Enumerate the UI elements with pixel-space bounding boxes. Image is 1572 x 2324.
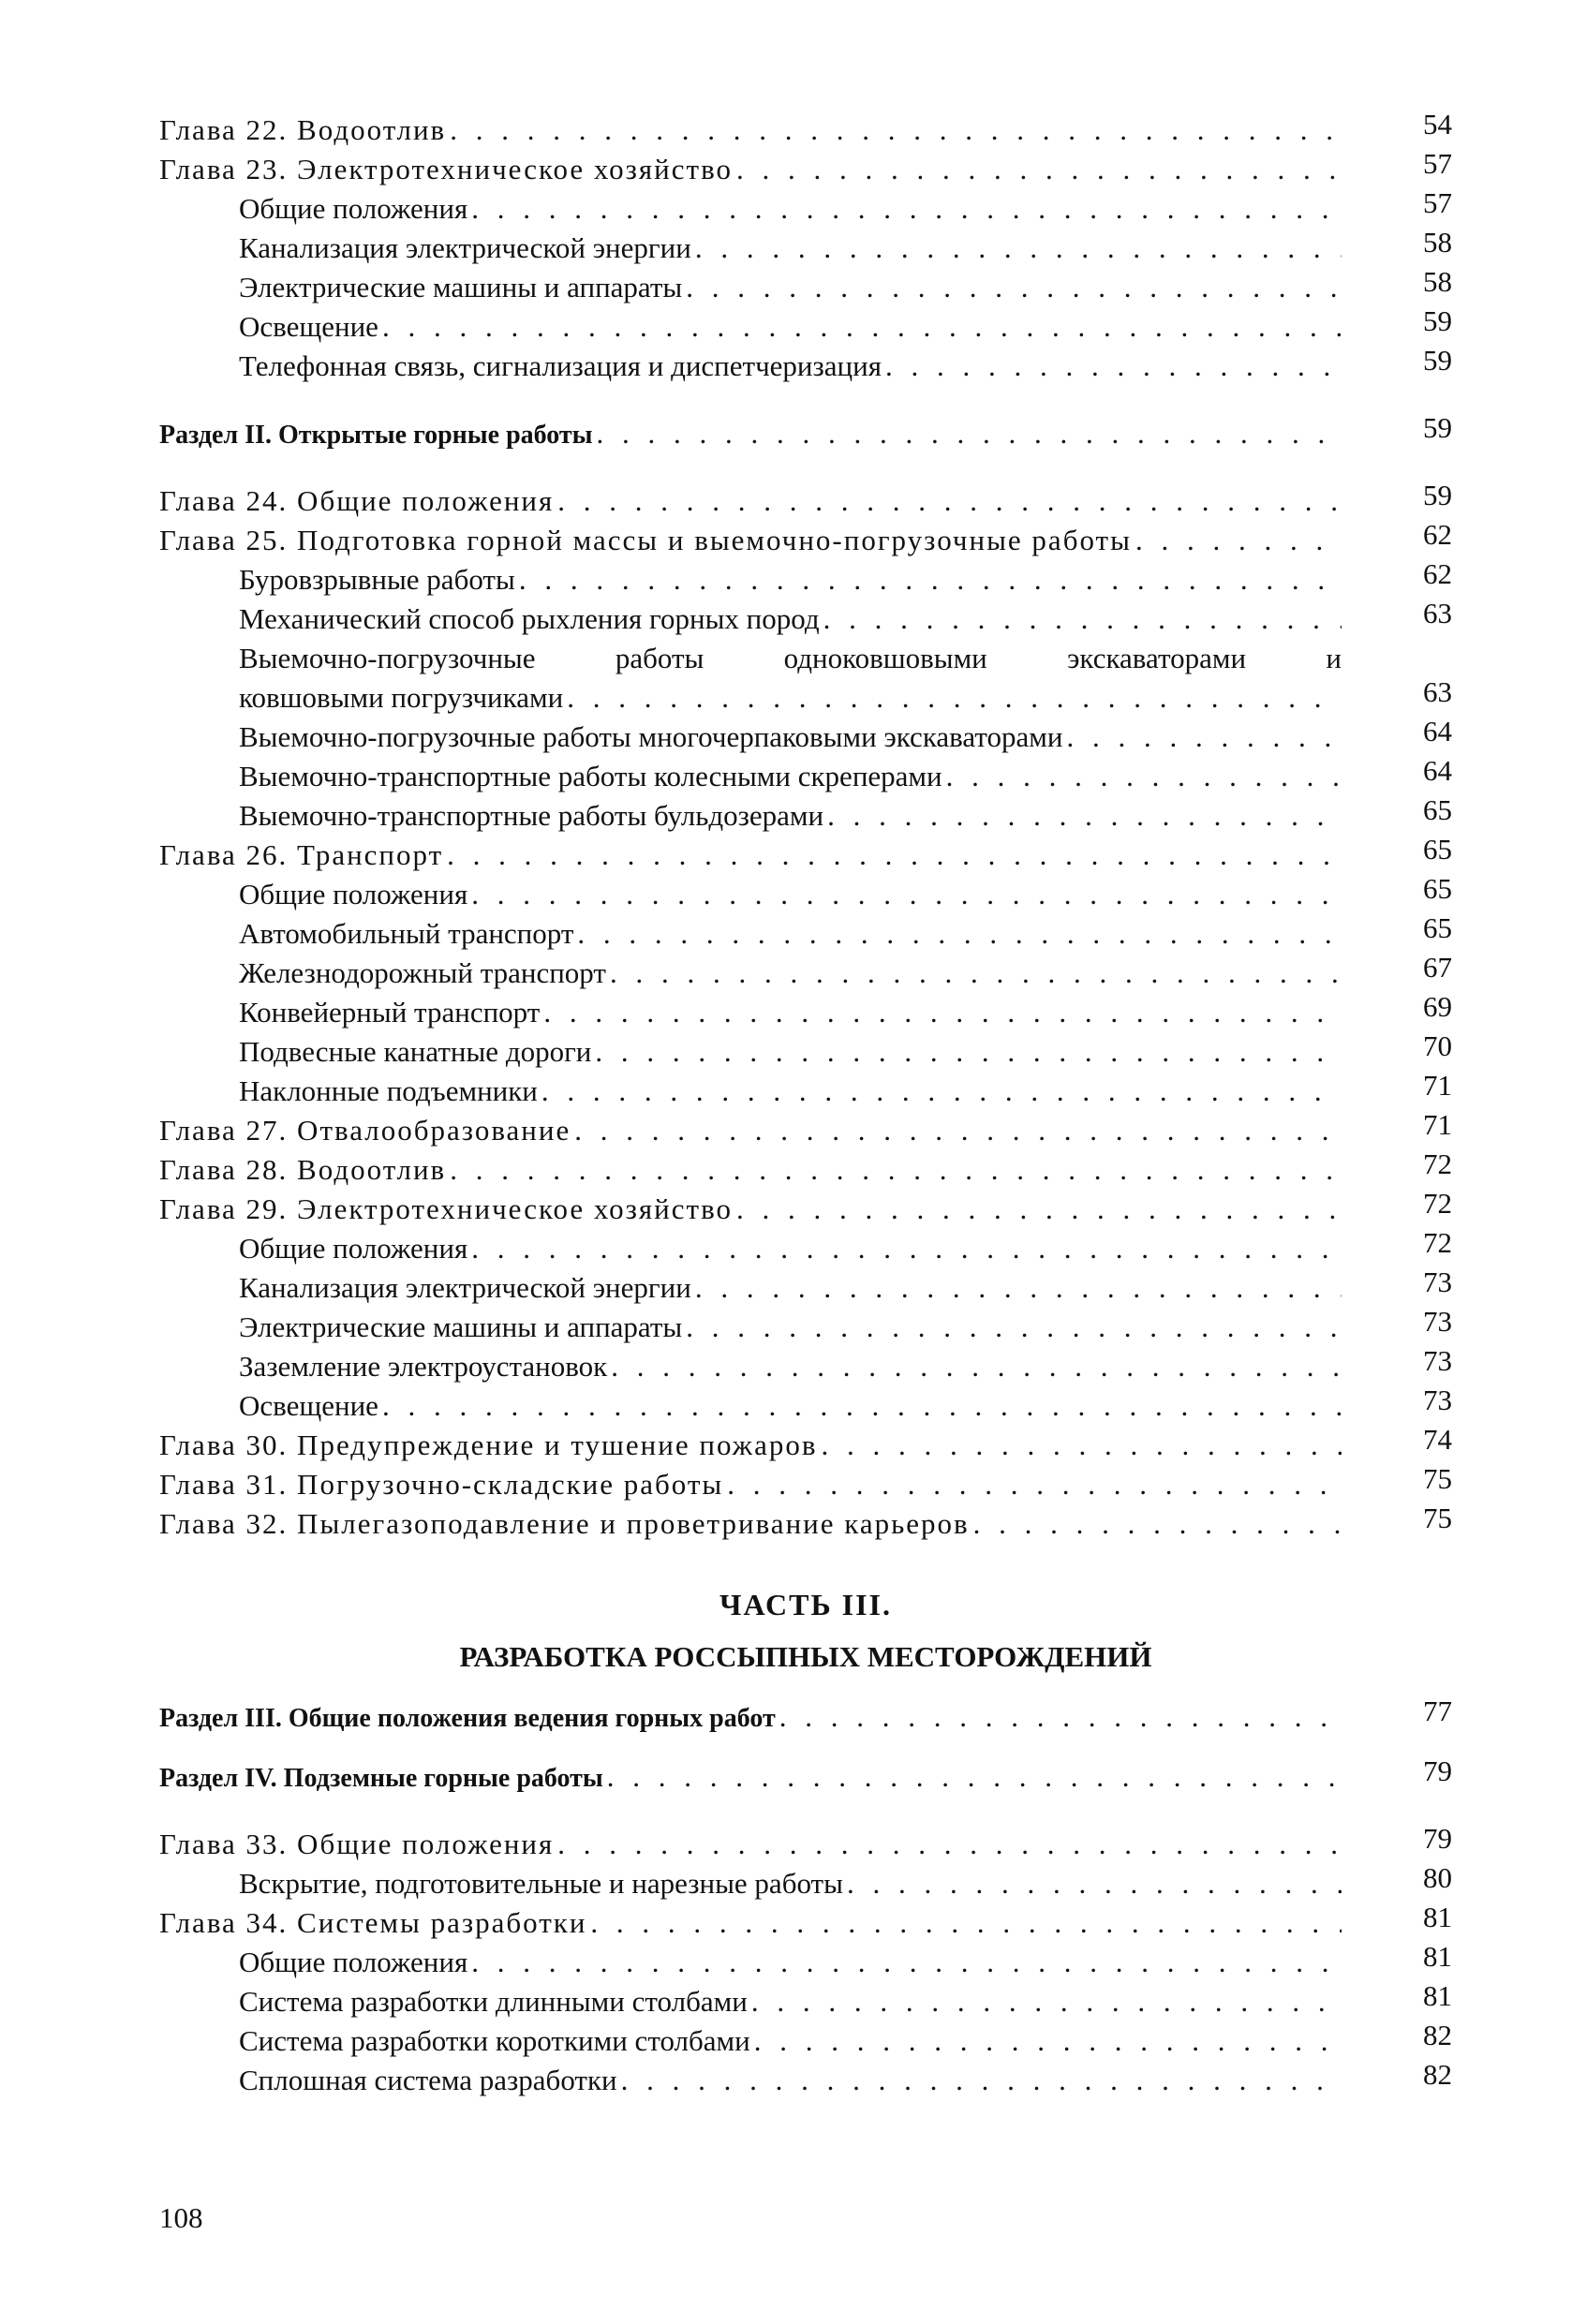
toc-entry: [159, 1226, 1452, 1268]
toc-entry: [159, 265, 1452, 307]
toc-label: Автомобильный транспорт: [239, 917, 574, 950]
toc-label-word: и: [1326, 642, 1342, 674]
toc-label: Сплошная система разработки: [239, 2064, 617, 2096]
toc-page-number: 77: [1423, 1695, 1452, 1727]
toc-page-number: 57: [1423, 147, 1452, 180]
toc-entry: [159, 833, 1452, 875]
toc-label-line2: ковшовыми погрузчиками: [239, 681, 564, 714]
toc-section-entry: [159, 411, 1452, 453]
toc-page-number: 59: [1423, 304, 1452, 337]
toc-entry: [159, 1940, 1452, 1982]
toc-label: Раздел IV. Подземные горные работы: [159, 1764, 603, 1793]
toc-label-word: одноковшовыми: [783, 642, 987, 674]
toc-label: Глава 29. Электротехническое хозяйство: [159, 1192, 733, 1225]
toc-entry: [159, 1386, 1452, 1426]
toc-page-number: 59: [1423, 479, 1452, 511]
toc-label: Механический способ рыхления горных пород: [239, 602, 820, 635]
toc-entry: [159, 1108, 1452, 1150]
toc-label: Система разработки длинными столбами: [239, 1985, 748, 2018]
toc-page-number: 64: [1423, 754, 1452, 787]
toc-label: Вскрытие, подготовительные и нарезные работы: [239, 1867, 843, 1900]
toc-page-number: 71: [1423, 1108, 1452, 1141]
toc-label: Канализация электрической энергии: [239, 231, 691, 264]
toc-label: Глава 25. Подготовка горной массы и выемочно-погрузочные работы: [159, 524, 1132, 556]
toc-label: Раздел II. Открытые горные работы: [159, 421, 593, 450]
toc-label: Общие положения: [239, 192, 468, 225]
toc-entry: [159, 1903, 1452, 1943]
toc-page-number: 59: [1423, 411, 1452, 444]
toc-page-number: 72: [1423, 1187, 1452, 1220]
toc-label-word: Выемочно-погрузочные: [239, 642, 536, 674]
toc-entry: [159, 226, 1452, 268]
toc-page-number: 57: [1423, 186, 1452, 219]
toc-label: Система разработки короткими столбами: [239, 2024, 750, 2057]
toc-entry: [159, 1861, 1452, 1903]
toc-entry: [159, 2021, 1452, 2061]
toc-label: Электрические машины и аппараты: [239, 271, 683, 303]
toc-label: Выемочно-погрузочные работы многочерпаковыми экскаваторами: [239, 720, 1063, 753]
toc-label: Конвейерный транспорт: [239, 996, 541, 1029]
toc-section-entry: [159, 1697, 1452, 1737]
toc-page-number: 67: [1423, 951, 1452, 984]
toc-page-number: 75: [1423, 1462, 1452, 1495]
toc-entry: [159, 1305, 1452, 1347]
toc-label-word: экскаваторами: [1067, 642, 1247, 674]
toc-entry: [159, 557, 1452, 600]
toc-page-number: 64: [1423, 715, 1452, 748]
toc-label: Выемочно-транспортные работы бульдозерами: [239, 799, 824, 832]
toc-entry: [159, 715, 1452, 757]
toc-entry: [159, 1187, 1452, 1229]
toc-page-number: 74: [1423, 1423, 1452, 1456]
toc-entry: [159, 1822, 1452, 1864]
toc-label: Телефонная связь, сигнализация и диспетчеризация: [239, 349, 882, 382]
toc-page-number: 65: [1423, 793, 1452, 826]
toc-page-number: 59: [1423, 344, 1452, 377]
toc-page-number: 63: [1423, 675, 1452, 708]
toc-entry: [159, 1423, 1452, 1465]
toc-entry: [159, 344, 1452, 386]
toc-entry: [159, 872, 1452, 914]
toc-label: Заземление электроустановок: [239, 1350, 608, 1383]
toc-page-number: 62: [1423, 557, 1452, 590]
toc-page-number: 65: [1423, 911, 1452, 944]
toc-entry: [159, 990, 1452, 1032]
toc-entry: [159, 108, 1452, 150]
toc-page-number: 62: [1423, 518, 1452, 551]
toc-label: Глава 22. Водоотлив: [159, 113, 447, 146]
toc-page-number: 73: [1423, 1266, 1452, 1298]
toc-entry: [159, 1029, 1452, 1072]
toc-entry: [159, 1147, 1452, 1190]
toc-entry: [159, 793, 1452, 836]
toc-page-number: 65: [1423, 833, 1452, 866]
toc-page-number: 82: [1423, 2058, 1452, 2091]
toc-label: Глава 23. Электротехническое хозяйство: [159, 153, 733, 185]
page-folio-number: 108: [159, 2201, 203, 2234]
toc-page-number: 80: [1423, 1861, 1452, 1894]
toc-label: Электрические машины и аппараты: [239, 1310, 683, 1343]
toc-label: Канализация электрической энергии: [239, 1271, 691, 1304]
toc-label: Подвесные канатные дороги: [239, 1035, 592, 1068]
toc-label-line1: [239, 639, 1342, 678]
toc-page-number: 73: [1423, 1384, 1452, 1416]
toc-label: Наклонные подъемники: [239, 1074, 538, 1107]
toc-label: Буровзрывные работы: [239, 563, 515, 596]
toc-page-number: 58: [1423, 226, 1452, 259]
toc-page-number: 75: [1423, 1502, 1452, 1534]
toc-page-number: 54: [1423, 108, 1452, 141]
toc-label: Глава 31. Погрузочно-складские работы: [159, 1468, 724, 1501]
toc-section-entry: [159, 1754, 1452, 1797]
toc-page-number: 73: [1423, 1344, 1452, 1377]
toc-entry-two-line: [159, 639, 1452, 718]
toc-page-number: 72: [1423, 1226, 1452, 1259]
toc-label: Выемочно-транспортные работы колесными скреперами: [239, 760, 942, 792]
toc-label: Глава 33. Общие положения: [159, 1828, 555, 1860]
toc-page-number: 82: [1423, 2019, 1452, 2051]
toc-entry: [159, 754, 1452, 796]
toc-entry: [159, 481, 1452, 521]
toc-page-number: 81: [1423, 1901, 1452, 1933]
toc-label: Общие положения: [239, 1946, 468, 1978]
toc-label: Глава 30. Предупреждение и тушение пожаров: [159, 1428, 818, 1461]
toc-label: Глава 27. Отвалообразование: [159, 1114, 571, 1147]
toc-entry: [159, 518, 1452, 560]
toc-entry: [159, 1462, 1452, 1504]
toc-page-number: 79: [1423, 1822, 1452, 1855]
toc-entry: [159, 597, 1452, 639]
toc-entry: [159, 1504, 1452, 1544]
toc-page-number: 69: [1423, 990, 1452, 1023]
toc-page-number: 72: [1423, 1147, 1452, 1180]
toc-entry: [159, 186, 1452, 229]
toc-label: Общие положения: [239, 878, 468, 910]
toc-label: Глава 26. Транспорт: [159, 838, 444, 871]
toc-page-number: 65: [1423, 872, 1452, 905]
toc-page-number: 58: [1423, 265, 1452, 298]
toc-page-number: 70: [1423, 1029, 1452, 1062]
toc-entry: [159, 951, 1452, 993]
toc-page-number: 81: [1423, 1979, 1452, 2012]
toc-entry: [159, 1069, 1452, 1111]
toc-page-number: 81: [1423, 1940, 1452, 1973]
table-of-contents: [159, 108, 1452, 2100]
toc-entry: [159, 1268, 1452, 1308]
toc-label: Освещение: [239, 1389, 378, 1422]
toc-entry: [159, 1344, 1452, 1386]
toc-label: Железнодорожный транспорт: [239, 956, 606, 989]
toc-label-word: работы: [615, 642, 704, 674]
toc-label: Освещение: [239, 310, 378, 343]
toc-label: Глава 32. Пылегазоподавление и проветривание карьеров: [159, 1507, 970, 1540]
toc-page-number: 63: [1423, 597, 1452, 629]
toc-label: Глава 24. Общие положения: [159, 484, 555, 517]
toc-entry: [159, 147, 1452, 189]
toc-label: Глава 28. Водоотлив: [159, 1153, 447, 1186]
toc-entry: [159, 1979, 1452, 2021]
part-heading: ЧАСТЬ III.: [719, 1588, 892, 1621]
toc-page-number: 73: [1423, 1305, 1452, 1338]
toc-label: Раздел III. Общие положения ведения горных работ: [159, 1704, 776, 1733]
toc-label: Общие положения: [239, 1232, 468, 1265]
toc-entry: [159, 304, 1452, 347]
toc-entry: [159, 911, 1452, 954]
toc-page-number: 79: [1423, 1754, 1452, 1787]
toc-page-number: 71: [1423, 1069, 1452, 1102]
toc-label: Глава 34. Системы разработки: [159, 1906, 587, 1939]
part-title: РАЗРАБОТКА РОССЫПНЫХ МЕСТОРОЖДЕНИЙ: [459, 1640, 1152, 1673]
toc-entry: [159, 2058, 1452, 2100]
